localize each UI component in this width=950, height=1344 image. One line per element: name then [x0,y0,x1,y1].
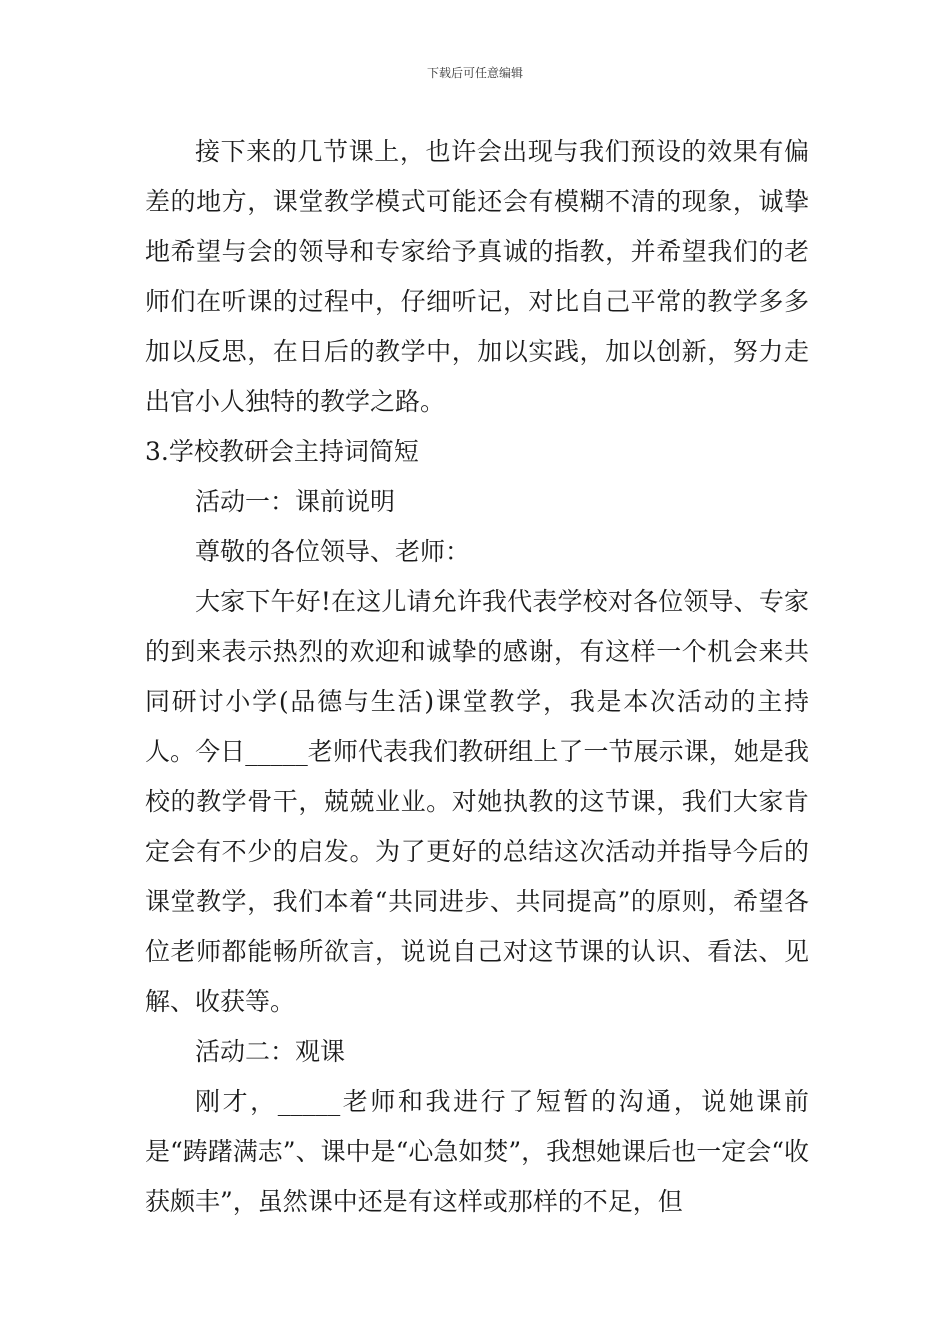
activity-title: 活动二：观课 [195,1037,346,1066]
body-paragraph: 接下来的几节课上，也许会出现与我们预设的效果有偏差的地方，课堂教学模式可能还会有模糊不清的现象，诚挚地希望与会的领导和专家给予真诚的指教，并希望我们的老师们在听课的过程中，仔细听记，对比自己平常的教学多多加以反思，在日后的教学中，加以实践，加以创新，努力走出官小人独特的教学之路。 [145,137,809,416]
body-paragraph: 刚才，_____老师和我进行了短暂的沟通，说她课前是“踌躇满志”、课中是“心急如焚”，我想她课后也一定会“收获颇丰”，虽然课中还是有这样或那样的不足，但 [145,1087,809,1216]
section-heading: 3.学校教研会主持词简短 [145,437,419,466]
salutation: 尊敬的各位领导、老师： [195,537,471,566]
activity-title: 活动一：课前说明 [195,487,396,516]
document-body [145,127,809,1227]
page-header-note: 下载后可任意编辑 [426,66,523,80]
body-paragraph: 大家下午好!在这儿请允许我代表学校对各位领导、专家的到来表示热烈的欢迎和诚挚的感谢，有这样一个机会来共同研讨小学(品德与生活)课堂教学，我是本次活动的主持人。今日_____老师代表我们教研组上了一节展示课，她是我校的教学骨干，兢兢业业。对她执教的这节课，我们大家肯定会有不少的启发。为了更好的总结这次活动并指导今后的课堂教学，我们本着“共同进步、共同提高”的原则，希望各位老师都能畅所欲言，说说自己对这节课的认识、看法、见解、收获等。 [145,587,809,1016]
